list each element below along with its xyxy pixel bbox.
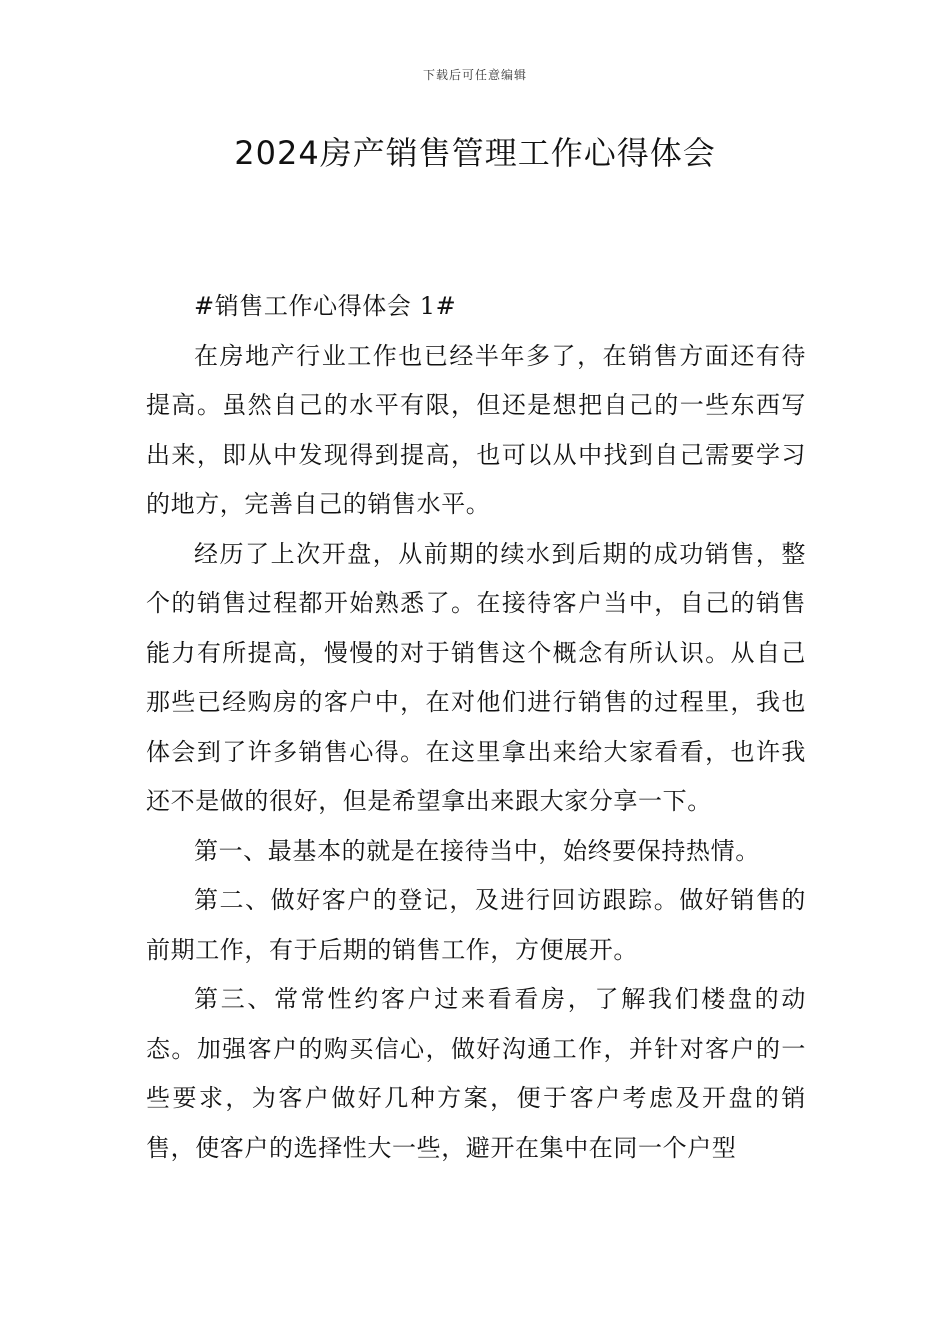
paragraph: 第一、最基本的就是在接待当中，始终要保持热情。 bbox=[194, 836, 760, 865]
document-body bbox=[146, 282, 806, 1173]
paragraph: 第二、做好客户的登记，及进行回访跟踪。做好销售的前期工作，有于后期的销售工作，方便展开。 bbox=[146, 886, 806, 964]
paragraph: 在房地产行业工作也已经半年多了，在销售方面还有待提高。虽然自己的水平有限，但还是想把自己的一些东西写出来，即从中发现得到提高，也可以从中找到自己需要学习的地方，完善自己的销售水平。 bbox=[146, 341, 806, 518]
document-title: 2024房产销售管理工作心得体会 bbox=[234, 134, 716, 172]
paragraph: 第三、常常性约客户过来看看房，了解我们楼盘的动态。加强客户的购买信心，做好沟通工作，并针对客户的一些要求，为客户做好几种方案，便于客户考虑及开盘的销售，使客户的选择性大一些，避开在集中在同一个户型 bbox=[146, 985, 806, 1162]
header-note: 下载后可任意编辑 bbox=[422, 68, 527, 82]
paragraph: 经历了上次开盘，从前期的续水到后期的成功销售，整个的销售过程都开始熟悉了。在接待客户当中，自己的销售能力有所提高，慢慢的对于销售这个概念有所认识。从自己那些已经购房的客户中，在对他们进行销售的过程里，我也体会到了许多销售心得。在这里拿出来给大家看看，也许我还不是做的很好，但是希望拿出来跟大家分享一下。 bbox=[146, 539, 806, 815]
section-heading: #销售工作心得体会 1# bbox=[194, 292, 457, 320]
